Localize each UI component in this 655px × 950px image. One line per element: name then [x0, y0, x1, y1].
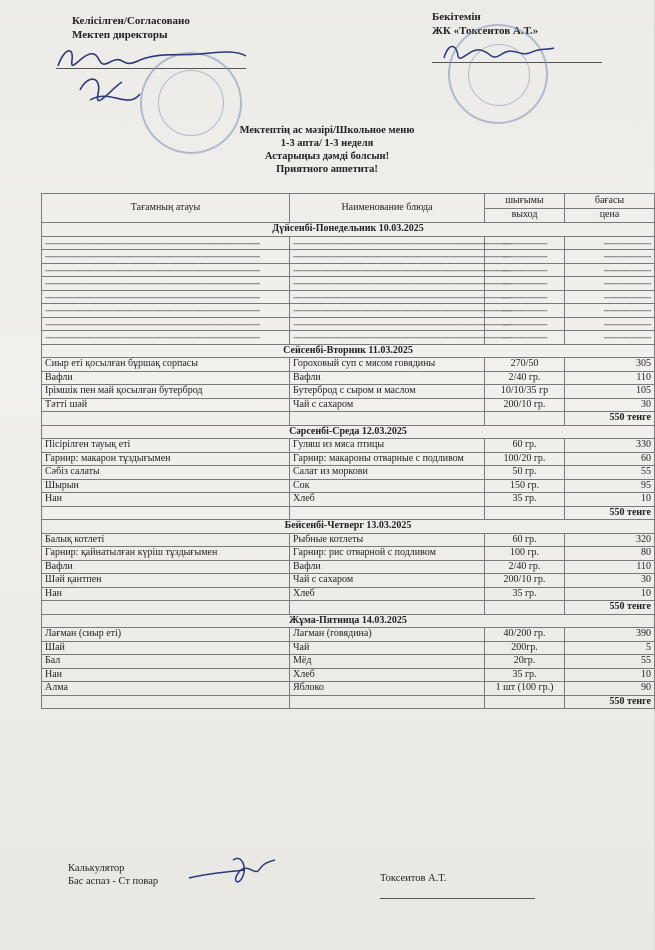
title-line-4: Приятного аппетита! [276, 164, 378, 175]
chef-signature [185, 852, 285, 892]
dish-kz-cell: Алма [42, 682, 290, 696]
footer-left [68, 862, 158, 888]
yield-cell: 2/40 гр. [485, 560, 565, 574]
dish-kz-cell: Вафли [42, 560, 290, 574]
dish-kz-cell: Нан [42, 668, 290, 682]
price-cell: ------------------- [565, 290, 655, 304]
yield-cell: ------------------ [485, 317, 565, 331]
dish-ru-cell: --------------------------------------------------------------------------------------- [290, 304, 485, 318]
dish-kz-cell: Бал [42, 655, 290, 669]
yield-cell: 35 гр. [485, 668, 565, 682]
day-header-row [42, 223, 655, 237]
dish-ru-cell: --------------------------------------------------------------------------------------- [290, 317, 485, 331]
signature-line-bottom [380, 898, 535, 899]
dish-kz-cell: Вафли [42, 371, 290, 385]
price-cell: 105 [565, 385, 655, 399]
dish-kz-cell: Шырын [42, 479, 290, 493]
table-row [42, 290, 655, 304]
table-row [42, 439, 655, 453]
dish-kz-cell: Сиыр еті қосылған бұршақ сорпасы [42, 358, 290, 372]
yield-cell: 2/40 гр. [485, 371, 565, 385]
dish-kz-cell: Ірімшік пен май қосылған бутерброд [42, 385, 290, 399]
empty-cell [485, 695, 565, 709]
price-cell: 55 [565, 466, 655, 480]
table-row [42, 250, 655, 264]
calculator-label: Калькулятор [68, 863, 125, 874]
dish-kz-cell: Шай [42, 641, 290, 655]
dish-ru-cell: Хлеб [290, 668, 485, 682]
dish-kz-cell: Шәй қантпен [42, 574, 290, 588]
yield-cell: 50 гр. [485, 466, 565, 480]
dish-kz-cell: -------------------------------------------------------------------------------------- [42, 250, 290, 264]
yield-cell: 200/10 гр. [485, 574, 565, 588]
dish-ru-cell: Вафли [290, 560, 485, 574]
col-kz-name: Тағамның атауы [42, 194, 290, 223]
dish-ru-cell: Лагман (говядина) [290, 628, 485, 642]
yield-cell: 100 гр. [485, 547, 565, 561]
empty-cell [290, 601, 485, 615]
day-title: Сейсенбі-Вторник 11.03.2025 [42, 344, 655, 358]
price-cell: 110 [565, 371, 655, 385]
day-total: 550 тенге [565, 412, 655, 426]
price-cell: ------------------- [565, 317, 655, 331]
day-total: 550 тенге [565, 695, 655, 709]
day-title: Дүйсенбі-Понедельник 10.03.2025 [42, 223, 655, 237]
yield-cell: 20гр. [485, 655, 565, 669]
yield-cell: ------------------ [485, 290, 565, 304]
price-cell: ------------------- [565, 263, 655, 277]
col-yield-kz: шығымы [485, 194, 565, 209]
dish-kz-cell: -------------------------------------------------------------------------------------- [42, 317, 290, 331]
yield-cell: 200гр. [485, 641, 565, 655]
chef-name: Токсеитов А.Т. [380, 873, 447, 884]
approver-signature [440, 38, 560, 68]
dish-ru-cell: --------------------------------------------------------------------------------------- [290, 290, 485, 304]
price-cell: 110 [565, 560, 655, 574]
dish-ru-cell: Гуляш из мяса птицы [290, 439, 485, 453]
dish-kz-cell: -------------------------------------------------------------------------------------- [42, 263, 290, 277]
chef-label: Бас аспаз - Ст повар [68, 876, 159, 887]
price-cell: 5 [565, 641, 655, 655]
empty-cell [42, 695, 290, 709]
col-price-kz: бағасы [565, 194, 655, 209]
day-header-row [42, 425, 655, 439]
approver-name: ЖК «Токсеитов А.Т.» [432, 25, 539, 37]
table-row [42, 331, 655, 345]
price-cell: 330 [565, 439, 655, 453]
yield-cell: ------------------ [485, 331, 565, 345]
menu-body [42, 223, 655, 709]
empty-cell [42, 412, 290, 426]
yield-cell: 40/200 гр. [485, 628, 565, 642]
yield-cell: ------------------ [485, 236, 565, 250]
col-ru-name: Наименование блюда [290, 194, 485, 223]
price-cell: ------------------- [565, 277, 655, 291]
price-cell: 390 [565, 628, 655, 642]
day-title: Жұма-Пятница 14.03.2025 [42, 614, 655, 628]
table-row [42, 493, 655, 507]
dish-ru-cell: Гарнир: рис отварной с подливом [290, 547, 485, 561]
yield-cell: 60 гр. [485, 533, 565, 547]
dish-ru-cell: Гороховый суп с мясом говядины [290, 358, 485, 372]
dish-ru-cell: Вафли [290, 371, 485, 385]
dish-ru-cell: --------------------------------------------------------------------------------------- [290, 263, 485, 277]
table-row [42, 641, 655, 655]
total-row [42, 412, 655, 426]
dish-ru-cell: Хлеб [290, 493, 485, 507]
empty-cell [42, 601, 290, 615]
price-cell: ------------------- [565, 331, 655, 345]
price-cell: 30 [565, 574, 655, 588]
dish-kz-cell: Балық котлеті [42, 533, 290, 547]
director-label: Мектеп директоры [72, 29, 168, 41]
dish-ru-cell: Чай [290, 641, 485, 655]
empty-cell [485, 601, 565, 615]
price-cell: ------------------- [565, 304, 655, 318]
empty-cell [290, 412, 485, 426]
price-cell: 320 [565, 533, 655, 547]
price-cell: ------------------- [565, 250, 655, 264]
day-total: 550 тенге [565, 601, 655, 615]
table-row [42, 547, 655, 561]
yield-cell: 35 гр. [485, 587, 565, 601]
dish-kz-cell: Гарнир: макарон тұздығымен [42, 452, 290, 466]
dish-ru-cell: Яблоко [290, 682, 485, 696]
yield-cell: 150 гр. [485, 479, 565, 493]
dish-ru-cell: --------------------------------------------------------------------------------------- [290, 277, 485, 291]
yield-cell: 10/10/35 гр [485, 385, 565, 399]
empty-cell [42, 506, 290, 520]
yield-cell: 60 гр. [485, 439, 565, 453]
table-row [42, 385, 655, 399]
price-cell: 90 [565, 682, 655, 696]
title-line-3: Астарыңыз дәмді болсын! [264, 151, 390, 162]
price-cell: 10 [565, 668, 655, 682]
dish-ru-cell: --------------------------------------------------------------------------------------- [290, 236, 485, 250]
yield-cell: ------------------ [485, 250, 565, 264]
table-row [42, 236, 655, 250]
dish-kz-cell: Сәбіз салаты [42, 466, 290, 480]
total-row [42, 506, 655, 520]
dish-kz-cell: Пісірілген тауық еті [42, 439, 290, 453]
dish-ru-cell: Рыбные котлеты [290, 533, 485, 547]
table-row [42, 371, 655, 385]
col-yield-ru: выход [485, 208, 565, 223]
agreed-label: Келісілген/Согласовано [72, 15, 190, 27]
table-row [42, 317, 655, 331]
dish-kz-cell: Лағман (сиыр еті) [42, 628, 290, 642]
yield-cell: ------------------ [485, 277, 565, 291]
day-total: 550 тенге [565, 506, 655, 520]
col-price-ru: цена [565, 208, 655, 223]
empty-cell [485, 506, 565, 520]
price-cell: 80 [565, 547, 655, 561]
yield-cell: 270/50 [485, 358, 565, 372]
table-row [42, 655, 655, 669]
price-cell: 305 [565, 358, 655, 372]
dish-kz-cell: -------------------------------------------------------------------------------------- [42, 236, 290, 250]
yield-cell: ------------------ [485, 304, 565, 318]
price-cell: ------------------- [565, 236, 655, 250]
dish-kz-cell: Нан [42, 493, 290, 507]
menu-title [0, 124, 654, 176]
total-row [42, 601, 655, 615]
empty-cell [290, 506, 485, 520]
dish-ru-cell: Бутерброд с сыром и маслом [290, 385, 485, 399]
price-cell: 55 [565, 655, 655, 669]
table-header-row [42, 194, 655, 209]
yield-cell: 35 гр. [485, 493, 565, 507]
approve-label: Бекітемін [432, 11, 481, 23]
price-cell: 10 [565, 587, 655, 601]
table-row [42, 452, 655, 466]
table-row [42, 560, 655, 574]
dish-ru-cell: Салат из моркови [290, 466, 485, 480]
table-row [42, 533, 655, 547]
dish-ru-cell: Мёд [290, 655, 485, 669]
day-header-row [42, 344, 655, 358]
yield-cell: 200/10 гр. [485, 398, 565, 412]
table-row [42, 479, 655, 493]
table-row [42, 398, 655, 412]
dish-ru-cell: Хлеб [290, 587, 485, 601]
table-row [42, 304, 655, 318]
day-title: Бейсенбі-Четверг 13.03.2025 [42, 520, 655, 534]
table-row [42, 358, 655, 372]
table-row [42, 277, 655, 291]
yield-cell: ------------------ [485, 263, 565, 277]
menu-table [41, 193, 655, 709]
dish-kz-cell: -------------------------------------------------------------------------------------- [42, 331, 290, 345]
day-header-row [42, 614, 655, 628]
title-line-2: 1-3 апта/ 1-3 неделя [280, 138, 374, 149]
dish-ru-cell: --------------------------------------------------------------------------------------- [290, 250, 485, 264]
table-row [42, 466, 655, 480]
dish-ru-cell: Чай с сахаром [290, 574, 485, 588]
dish-ru-cell: --------------------------------------------------------------------------------------- [290, 331, 485, 345]
dish-kz-cell: -------------------------------------------------------------------------------------- [42, 304, 290, 318]
day-title: Сәрсенбі-Среда 12.03.2025 [42, 425, 655, 439]
price-cell: 95 [565, 479, 655, 493]
table-row [42, 263, 655, 277]
dish-kz-cell: -------------------------------------------------------------------------------------- [42, 290, 290, 304]
dish-kz-cell: Нан [42, 587, 290, 601]
day-header-row [42, 520, 655, 534]
title-line-1: Мектептің ас мәзірі/Школьное меню [239, 125, 415, 136]
dish-kz-cell: Тәтті шәй [42, 398, 290, 412]
dish-ru-cell: Гарнир: макароны отварные с подливом [290, 452, 485, 466]
price-cell: 10 [565, 493, 655, 507]
empty-cell [290, 695, 485, 709]
table-row [42, 574, 655, 588]
table-row [42, 587, 655, 601]
price-cell: 30 [565, 398, 655, 412]
total-row [42, 695, 655, 709]
empty-cell [485, 412, 565, 426]
dish-kz-cell: -------------------------------------------------------------------------------------- [42, 277, 290, 291]
dish-kz-cell: Гарнир: қайнатылған күріш тұздығымен [42, 547, 290, 561]
dish-ru-cell: Чай с сахаром [290, 398, 485, 412]
yield-cell: 1 шт (100 гр.) [485, 682, 565, 696]
table-row [42, 682, 655, 696]
yield-cell: 100/20 гр. [485, 452, 565, 466]
dish-ru-cell: Сок [290, 479, 485, 493]
table-row [42, 668, 655, 682]
table-row [42, 628, 655, 642]
price-cell: 60 [565, 452, 655, 466]
